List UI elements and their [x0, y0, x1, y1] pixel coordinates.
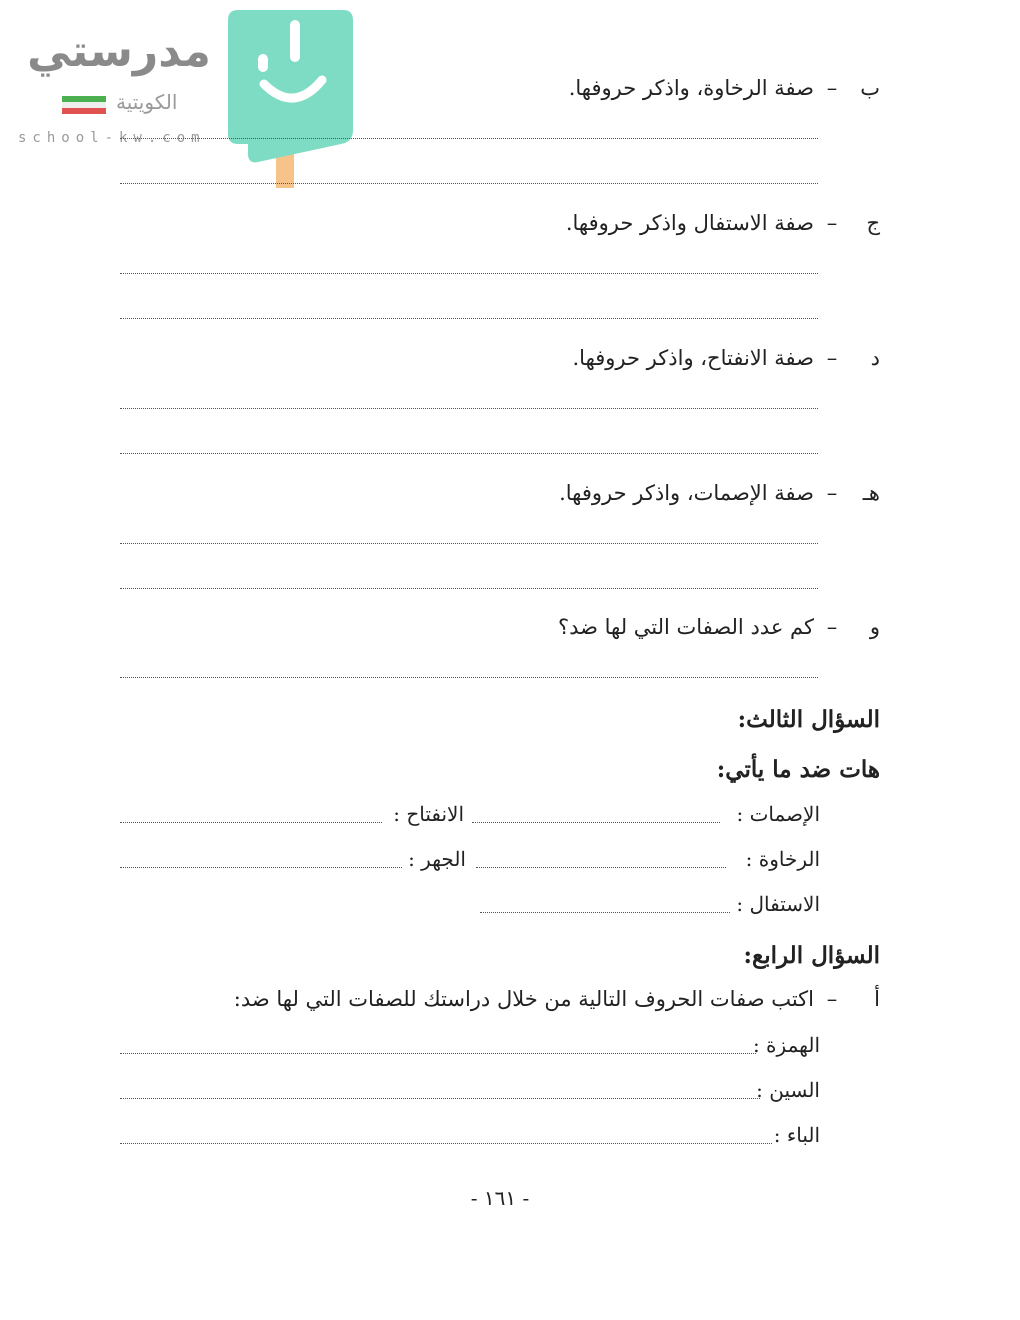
answer-line[interactable] [120, 588, 818, 589]
question-text: صفة الانفتاح، واذكر حروفها. [572, 346, 814, 370]
q3-label-infitah: الانفتاح : [393, 802, 464, 826]
q3-label-jahr: الجهر : [408, 847, 466, 871]
answer-line[interactable] [120, 1053, 756, 1054]
q4-label-hamza: الهمزة : [752, 1033, 820, 1057]
q4-title: السؤال الرابع: [743, 942, 880, 969]
question-text: صفة الإصمات، واذكر حروفها. [559, 481, 814, 505]
q3-instruction: هات ضد ما يأتي: [716, 756, 880, 783]
question-letter: ب [860, 76, 880, 100]
answer-line[interactable] [120, 677, 818, 678]
page-number: - ١٦١ - [470, 1186, 530, 1210]
question-letter: و [869, 615, 880, 639]
logo-name: مدرستي [27, 26, 211, 77]
answer-line[interactable] [120, 138, 818, 139]
question-letter: د [870, 346, 880, 370]
answer-line[interactable] [120, 1098, 760, 1099]
answer-line[interactable] [120, 183, 818, 184]
answer-line[interactable] [120, 318, 818, 319]
q4-label-baa: الباء : [773, 1123, 820, 1147]
q3-label-istifal: الاستفال : [736, 892, 820, 916]
answer-line[interactable] [120, 453, 818, 454]
question-text: صفة الاستفال واذكر حروفها. [565, 211, 814, 235]
question-text: اكتب صفات الحروف التالية من خلال دراستك للصفات التي لها ضد: [233, 987, 814, 1011]
answer-line[interactable] [120, 822, 382, 823]
kuwait-flag-icon [62, 96, 106, 114]
question-w: و–كم عدد الصفات التي لها ضد؟ [557, 615, 880, 639]
answer-line[interactable] [472, 822, 720, 823]
q3-title: السؤال الثالث: [737, 706, 880, 733]
q3-label-ismat: الإصمات : [736, 802, 820, 826]
answer-line[interactable] [120, 1143, 772, 1144]
smiley-badge-icon [218, 10, 368, 190]
answer-line[interactable] [120, 543, 818, 544]
question-d: د–صفة الانفتاح، واذكر حروفها. [572, 346, 880, 370]
answer-line[interactable] [120, 273, 818, 274]
answer-line[interactable] [476, 867, 726, 868]
question-letter: ج [866, 211, 880, 235]
site-logo [10, 8, 360, 188]
answer-line[interactable] [120, 867, 402, 868]
question-b: ب–صفة الرخاوة، واذكر حروفها. [568, 76, 880, 100]
question-j: ج–صفة الاستفال واذكر حروفها. [565, 211, 880, 235]
question-letter: هـ [862, 481, 880, 505]
q3-label-rakhawa: الرخاوة : [745, 847, 820, 871]
q4-question-a: أ–اكتب صفات الحروف التالية من خلال دراستك للصفات التي لها ضد: [233, 987, 880, 1011]
question-h: هـ–صفة الإصمات، واذكر حروفها. [559, 481, 880, 505]
question-letter: أ [874, 987, 880, 1011]
q4-label-seen: السين : [756, 1078, 820, 1102]
answer-line[interactable] [480, 912, 730, 913]
question-text: صفة الرخاوة، واذكر حروفها. [568, 76, 814, 100]
question-text: كم عدد الصفات التي لها ضد؟ [557, 615, 814, 639]
logo-subtitle: الكويتية [116, 90, 178, 114]
answer-line[interactable] [120, 408, 818, 409]
logo-url: school-kw.com [18, 130, 206, 146]
